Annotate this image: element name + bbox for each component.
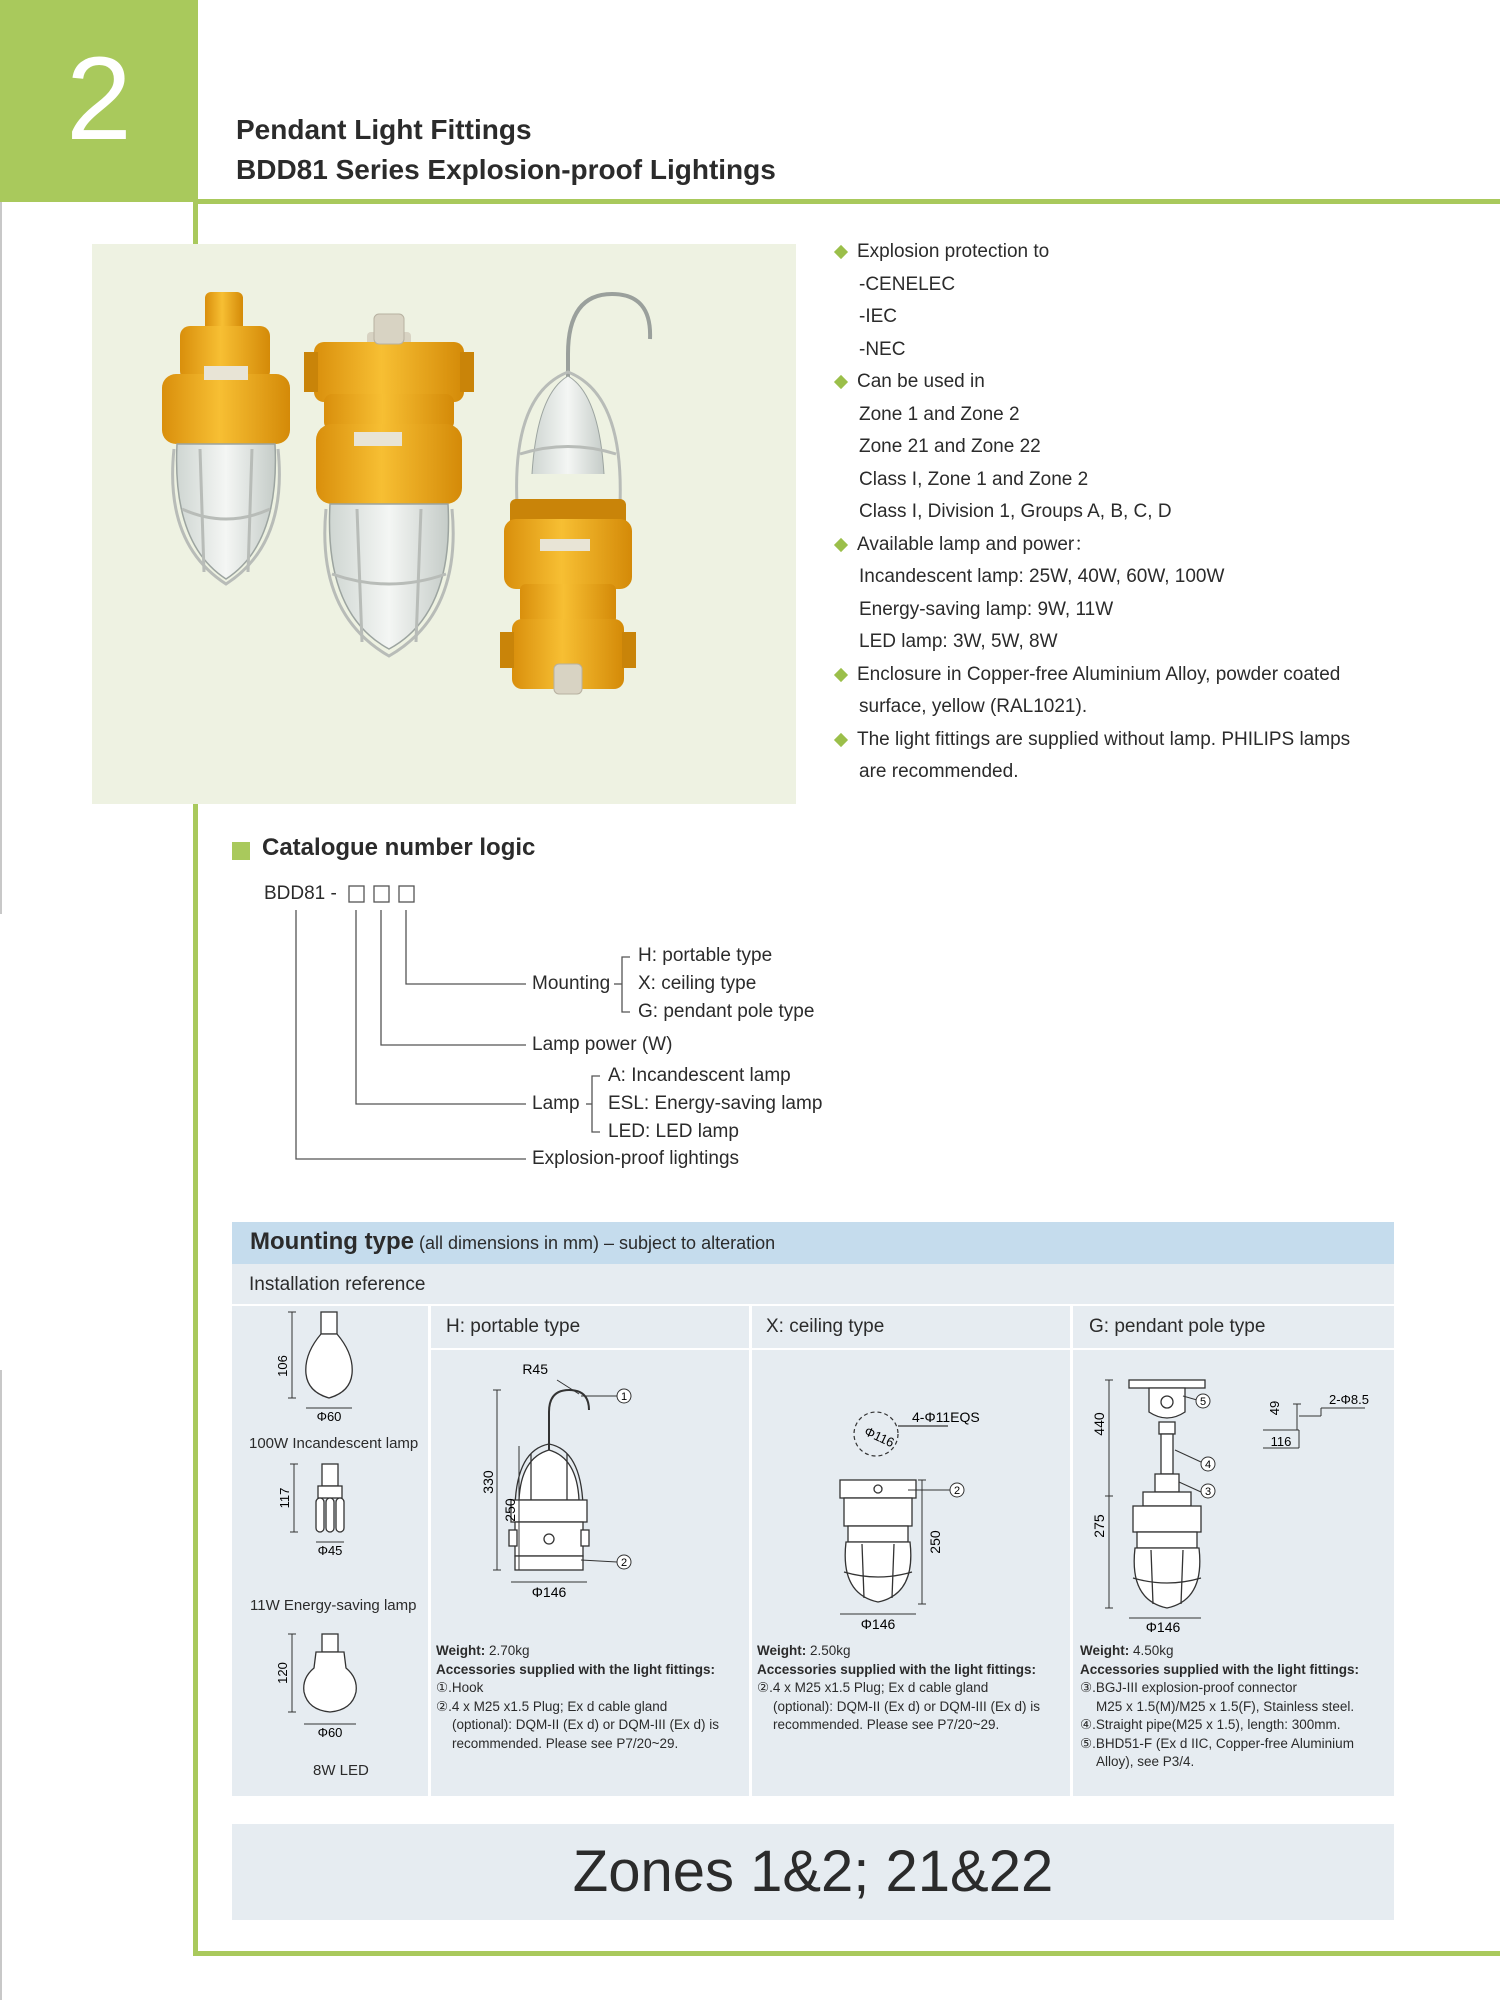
portable-type-drawing	[431, 1350, 749, 1610]
lamp-diameter-label: Φ60	[317, 1725, 343, 1740]
pcd-label: Φ116	[862, 1423, 897, 1451]
feature-heading: Enclosure in Copper-free Aluminium Alloy, powder coated	[832, 659, 1472, 692]
callout-4: 4	[1204, 1459, 1212, 1471]
mounting-option: X: ceiling type	[638, 973, 757, 994]
explosion-label: Explosion-proof lightings	[532, 1148, 740, 1169]
lamp-label-energy-saving: 11W Energy-saving lamp	[250, 1597, 417, 1614]
column-label-portable: H: portable type	[446, 1316, 581, 1337]
callout-2: 2	[620, 1557, 628, 1569]
feature-item: -NEC	[859, 338, 906, 360]
feature-heading: The light fittings are supplied without lamp. PHILIPS lamps	[832, 724, 1472, 757]
portable-notes: Weight: 2.70kg Accessories supplied with the light fittings: ①.Hook ②.4 x M25 x1.5 Plug; Ex d cable gland (optional): DQM-II (Ex d) or DQM-III (Ex d) is recommended. Please see P7/20~29.	[436, 1643, 720, 1751]
feature-heading: Can be used in	[832, 366, 1472, 399]
height-label: 250	[502, 1498, 518, 1522]
pendant-type-drawing	[1073, 1350, 1394, 1635]
column-label-ceiling: X: ceiling type	[766, 1316, 885, 1337]
lamp-label-incandescent: 100W Incandescent lamp	[249, 1435, 419, 1452]
height-label: 275	[1091, 1514, 1107, 1538]
ceiling-notes: Weight: 2.50kg Accessories supplied with the light fittings: ②.4 x M25 x1.5 Plug; Ex d cable gland (optional): DQM-II (Ex d) or DQM-III (Ex d) is recommended. Please see P7/20~29.	[757, 1643, 1041, 1732]
diameter-label: Φ146	[531, 1584, 567, 1600]
lamp-photo-1	[162, 292, 290, 584]
lamp-height-label: 120	[275, 1662, 290, 1684]
lamp-height-label: 117	[277, 1487, 292, 1509]
feature-item: Class I, Division 1, Groups A, B, C, D	[859, 501, 1172, 522]
feature-item: -IEC	[859, 306, 897, 327]
lamp-label-led: 8W LED	[313, 1762, 369, 1779]
callout-5: 5	[1199, 1396, 1207, 1408]
height-label: 330	[480, 1470, 496, 1494]
column-label-pendant: G: pendant pole type	[1089, 1316, 1266, 1337]
callout-1: 1	[620, 1391, 628, 1403]
lamp-option: A: Incandescent lamp	[608, 1065, 791, 1086]
radius-label: R45	[522, 1361, 548, 1377]
feature-item: Class I, Zone 1 and Zone 2	[859, 468, 1089, 490]
lamp-photo-3	[500, 294, 650, 694]
catalogue-code: BDD81 -	[264, 883, 337, 904]
feature-item: Energy-saving lamp: 9W, 11W	[859, 598, 1114, 620]
bottom-divider	[193, 1951, 1500, 1956]
lamp-photo-2	[304, 314, 474, 656]
diamond-bullet-icon	[834, 537, 848, 551]
section-square-icon	[232, 842, 250, 860]
feature-item: surface, yellow (RAL1021).	[859, 696, 1088, 717]
mounting-header	[232, 1222, 1394, 1264]
page-title-line1: Pendant Light Fittings	[236, 114, 532, 145]
feature-item: are recommended.	[859, 761, 1019, 782]
page-title	[236, 110, 776, 190]
lamp-diameter-label: Φ45	[317, 1543, 343, 1558]
page-number: 2	[66, 33, 132, 165]
diamond-bullet-icon	[834, 667, 848, 681]
callout-2: 2	[953, 1485, 961, 1497]
zones-banner	[232, 1824, 1394, 1920]
mounting-title: Mounting type (all dimensions in mm) – subject to alteration	[250, 1228, 776, 1255]
top-divider	[198, 199, 1500, 204]
feature-list	[832, 236, 1472, 789]
feature-item: Incandescent lamp: 25W, 40W, 60W, 100W	[859, 566, 1225, 587]
installation-bar	[232, 1264, 1394, 1304]
diamond-bullet-icon	[834, 245, 848, 259]
lamp-option: ESL: Energy-saving lamp	[608, 1093, 823, 1114]
holes-label: 4-Φ11EQS	[912, 1409, 980, 1425]
diamond-bullet-icon	[834, 375, 848, 389]
lamp-diameter-label: Φ60	[316, 1409, 342, 1424]
zones-text: Zones 1&2; 21&22	[572, 1839, 1054, 1904]
installation-label: Installation reference	[249, 1274, 426, 1295]
feature-heading: Explosion protection to	[832, 236, 1472, 269]
feature-item: Zone 21 and Zone 22	[859, 436, 1041, 457]
diamond-bullet-icon	[834, 732, 848, 746]
page-number-block	[0, 0, 198, 202]
page-title-line2: BDD81 Series Explosion-proof Lightings	[236, 154, 776, 185]
height-label: 250	[927, 1530, 943, 1554]
height-label: 440	[1091, 1412, 1107, 1436]
feature-item: Zone 1 and Zone 2	[859, 403, 1020, 425]
bracket-width-label: 116	[1270, 1434, 1292, 1449]
mounting-option: H: portable type	[638, 945, 773, 966]
pendant-notes: Weight: 4.50kg Accessories supplied with the light fittings: ③.BGJ-III explosion-proof connector M25 x 1.5(M)/M25 x 1.5(F), Stainless steel. ④.Straight pipe(M25 x 1.5), length: 300mm. ⑤.BHD51-F (Ex d IIC, Copper-free Aluminium Alloy), see P3/4.	[1080, 1643, 1360, 1769]
callout-3: 3	[1204, 1486, 1212, 1498]
mounting-option: G: pendant pole type	[638, 1001, 815, 1022]
diameter-label: Φ146	[860, 1616, 896, 1632]
product-photo	[92, 244, 796, 804]
ceiling-type-drawing	[752, 1350, 1070, 1632]
bracket-holes-label: 2-Φ8.5	[1329, 1392, 1370, 1407]
bracket-height-label: 49	[1267, 1400, 1282, 1416]
lamp-reference-drawings	[232, 1306, 428, 1796]
diameter-label: Φ146	[1145, 1619, 1181, 1635]
feature-item: LED lamp: 3W, 5W, 8W	[859, 631, 1058, 652]
lamp-height-label: 106	[275, 1355, 290, 1377]
lamp-option: LED: LED lamp	[608, 1121, 739, 1142]
left-edge-line-lower	[0, 1370, 2, 2000]
catalogue-title: Catalogue number logic	[262, 834, 536, 861]
lamp-label: Lamp	[532, 1093, 580, 1114]
feature-heading: Available lamp and power：	[832, 529, 1472, 562]
mounting-label: Mounting	[532, 973, 611, 994]
left-edge-line	[0, 202, 2, 914]
product-illustration	[92, 244, 796, 804]
feature-item: -CENELEC	[859, 273, 956, 295]
lamp-power-label: Lamp power (W)	[532, 1034, 673, 1055]
